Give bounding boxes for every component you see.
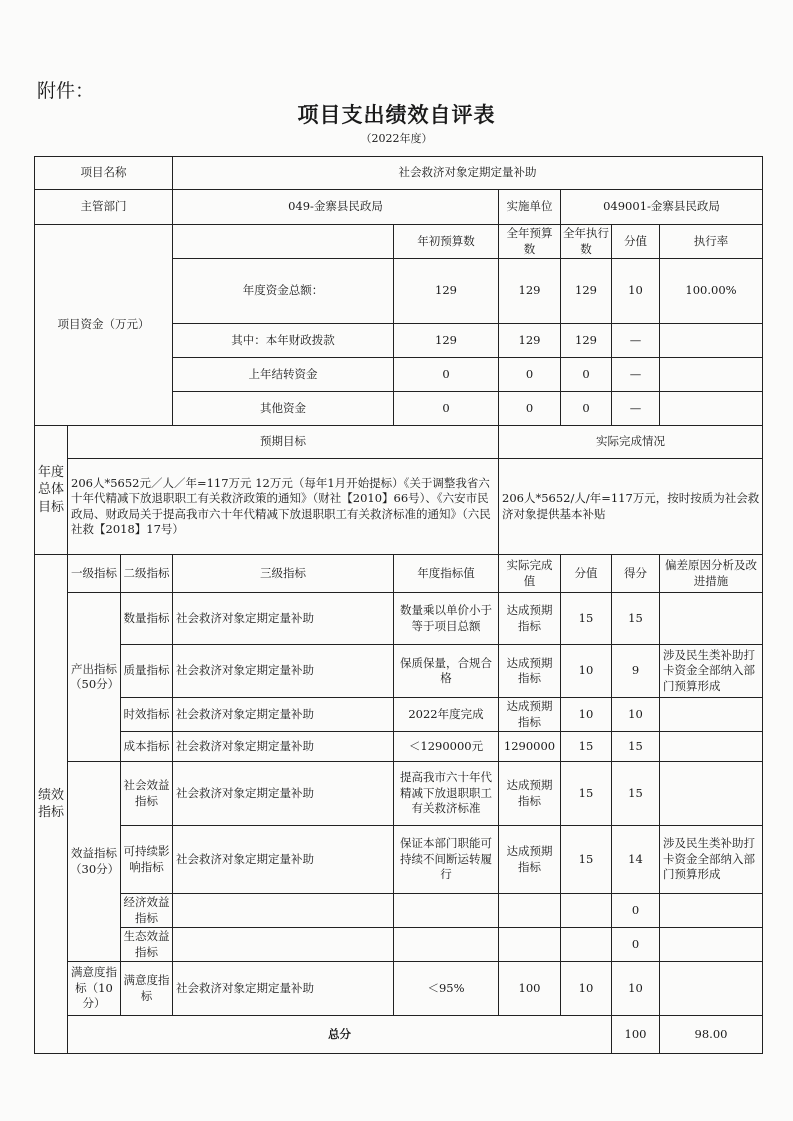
funds-cell: 0	[561, 392, 612, 426]
indicator-header: 实际完成值	[499, 555, 561, 593]
funds-cell: 0	[499, 392, 561, 426]
indicator-target: 2022年度完成	[394, 698, 499, 732]
total-got: 98.00	[660, 1016, 763, 1054]
indicator-target: 保质保量，合规合格	[394, 645, 499, 698]
indicator-note	[660, 762, 763, 826]
funds-cell: 0	[561, 358, 612, 392]
indicator-target: ＜1290000元	[394, 732, 499, 762]
funds-row-label: 其他资金	[173, 392, 394, 426]
indicator-target: 数量乘以单价小于等于项目总额	[394, 593, 499, 645]
indicator-l3	[173, 894, 394, 928]
funds-cell	[660, 392, 763, 426]
indicator-score	[561, 894, 612, 928]
funds-header-blank	[173, 225, 394, 259]
indicator-header: 一级指标	[68, 555, 121, 593]
indicator-l2: 经济效益指标	[121, 894, 173, 928]
total-label: 总分	[68, 1016, 612, 1054]
indicator-target	[394, 894, 499, 928]
indicator-target: ＜95%	[394, 962, 499, 1016]
funds-header: 全年执行数	[561, 225, 612, 259]
indicator-score: 10	[561, 962, 612, 1016]
indicator-l3: 社会救济对象定期定量补助	[173, 732, 394, 762]
indicator-target: 提高我市六十年代精减下放退职职工有关救济标准	[394, 762, 499, 826]
indicator-actual: 达成预期指标	[499, 645, 561, 698]
funds-row-label: 年度资金总额：	[173, 259, 394, 324]
funds-row-label: 其中：本年财政拨款	[173, 324, 394, 358]
indicator-l3: 社会救济对象定期定量补助	[173, 762, 394, 826]
page-title: 项目支出绩效自评表	[297, 103, 496, 127]
funds-cell: 129	[561, 259, 612, 324]
indicator-note	[660, 962, 763, 1016]
indicator-score: 10	[561, 698, 612, 732]
indicator-l3: 社会救济对象定期定量补助	[173, 698, 394, 732]
indicator-l2: 社会效益指标	[121, 762, 173, 826]
indicator-row	[35, 962, 763, 1016]
indicator-actual: 1290000	[499, 732, 561, 762]
funds-row-label: 上年结转资金	[173, 358, 394, 392]
indicator-group-name: 产出指标（50分）	[68, 593, 121, 762]
indicator-l3: 社会救济对象定期定量补助	[173, 826, 394, 894]
indicator-note	[660, 698, 763, 732]
funds-cell: 0	[499, 358, 561, 392]
indicator-score: 15	[561, 762, 612, 826]
goals-label: 年度总体目标	[35, 426, 68, 555]
indicator-l2: 数量指标	[121, 593, 173, 645]
indicator-row	[35, 928, 763, 962]
indicator-row	[35, 593, 763, 645]
indicator-group-name: 满意度指标（10分）	[68, 962, 121, 1016]
dept-value: 049-金寨县民政局	[173, 190, 499, 225]
indicator-row	[35, 762, 763, 826]
funds-header: 年初预算数	[394, 225, 499, 259]
indicator-actual: 达成预期指标	[499, 593, 561, 645]
indicator-note: 涉及民生类补助打卡资金全部纳入部门预算形成	[660, 645, 763, 698]
dept-label: 主管部门	[35, 190, 173, 225]
impl-label: 实施单位	[499, 190, 561, 225]
indicator-note	[660, 928, 763, 962]
total-score: 100	[612, 1016, 660, 1054]
project-name-row	[35, 157, 763, 190]
funds-header: 全年预算数	[499, 225, 561, 259]
indicator-actual: 100	[499, 962, 561, 1016]
indicator-got: 15	[612, 762, 660, 826]
indicator-score: 15	[561, 732, 612, 762]
total-row	[35, 1016, 763, 1054]
indicator-header: 三级指标	[173, 555, 394, 593]
indicator-got: 9	[612, 645, 660, 698]
funds-label: 项目资金（万元）	[35, 225, 173, 426]
indicator-header: 得分	[612, 555, 660, 593]
indicator-note	[660, 593, 763, 645]
funds-cell: 129	[499, 259, 561, 324]
indicator-note	[660, 732, 763, 762]
performance-table	[34, 156, 763, 1054]
indicators-label: 绩效指标	[35, 555, 68, 1054]
funds-cell	[660, 324, 763, 358]
attachment-label: 附件：	[37, 80, 95, 102]
goals-header-row	[35, 426, 763, 459]
indicator-got: 0	[612, 894, 660, 928]
funds-cell: 0	[394, 392, 499, 426]
indicator-actual: 达成预期指标	[499, 698, 561, 732]
indicator-row	[35, 698, 763, 732]
indicator-l3	[173, 928, 394, 962]
indicator-row	[35, 645, 763, 698]
report-year: （2022年度）	[360, 132, 433, 145]
indicator-actual	[499, 894, 561, 928]
indicator-row	[35, 732, 763, 762]
indicator-header: 偏差原因分析及改进措施	[660, 555, 763, 593]
indicator-actual	[499, 928, 561, 962]
funds-cell: —	[612, 358, 660, 392]
indicator-score	[561, 928, 612, 962]
funds-cell: 129	[394, 324, 499, 358]
actual-goal-text: 206人*5652/人/年=117万元，按时按质为社会救济对象提供基本补贴	[499, 459, 763, 555]
funds-cell: 129	[499, 324, 561, 358]
impl-value: 049001-金寨县民政局	[561, 190, 763, 225]
department-row	[35, 190, 763, 225]
indicator-header: 年度指标值	[394, 555, 499, 593]
indicator-l2: 时效指标	[121, 698, 173, 732]
funds-cell: 129	[561, 324, 612, 358]
indicator-score: 10	[561, 645, 612, 698]
indicator-header: 分值	[561, 555, 612, 593]
indicator-got: 14	[612, 826, 660, 894]
indicator-l2: 成本指标	[121, 732, 173, 762]
indicator-l2: 满意度指标	[121, 962, 173, 1016]
actual-goal-header: 实际完成情况	[499, 426, 763, 459]
funds-cell: 129	[394, 259, 499, 324]
expected-goal-header: 预期目标	[68, 426, 499, 459]
indicator-l3: 社会救济对象定期定量补助	[173, 645, 394, 698]
indicator-header-row	[35, 555, 763, 593]
indicator-row	[35, 894, 763, 928]
indicator-target	[394, 928, 499, 962]
indicator-l3: 社会救济对象定期定量补助	[173, 962, 394, 1016]
indicator-l2: 可持续影响指标	[121, 826, 173, 894]
indicator-actual: 达成预期指标	[499, 762, 561, 826]
indicator-note	[660, 894, 763, 928]
indicator-got: 10	[612, 698, 660, 732]
funds-header-row	[35, 225, 763, 259]
funds-header: 执行率	[660, 225, 763, 259]
indicator-target: 保证本部门职能可持续不间断运转履行	[394, 826, 499, 894]
indicator-got: 15	[612, 593, 660, 645]
funds-cell: —	[612, 392, 660, 426]
funds-cell: 10	[612, 259, 660, 324]
expected-goal-text: 206人*5652元／人／年=117万元 12万元（每年1月开始提标）《关于调整我省六十年代精减下放退职职工有关救济政策的通知》（财社【2010】66号）、《六安市民政局、财政局关于提高我市六十年代精减下放退职职工有关救济标准的通知》（六民社救【2018】17号）	[68, 459, 499, 555]
indicator-l2: 质量指标	[121, 645, 173, 698]
indicator-actual: 达成预期指标	[499, 826, 561, 894]
funds-header: 分值	[612, 225, 660, 259]
indicator-l2: 生态效益指标	[121, 928, 173, 962]
indicator-score: 15	[561, 826, 612, 894]
funds-cell: 100.00%	[660, 259, 763, 324]
funds-cell	[660, 358, 763, 392]
project-name-value: 社会救济对象定期定量补助	[173, 157, 763, 190]
project-name-label: 项目名称	[35, 157, 173, 190]
funds-cell: —	[612, 324, 660, 358]
indicator-header: 二级指标	[121, 555, 173, 593]
funds-cell: 0	[394, 358, 499, 392]
indicator-l3: 社会救济对象定期定量补助	[173, 593, 394, 645]
indicator-group-name: 效益指标（30分）	[68, 762, 121, 962]
indicator-got: 10	[612, 962, 660, 1016]
goals-content-row	[35, 459, 763, 555]
indicator-got: 15	[612, 732, 660, 762]
indicator-row	[35, 826, 763, 894]
indicator-note: 涉及民生类补助打卡资金全部纳入部门预算形成	[660, 826, 763, 894]
indicator-got: 0	[612, 928, 660, 962]
indicator-score: 15	[561, 593, 612, 645]
